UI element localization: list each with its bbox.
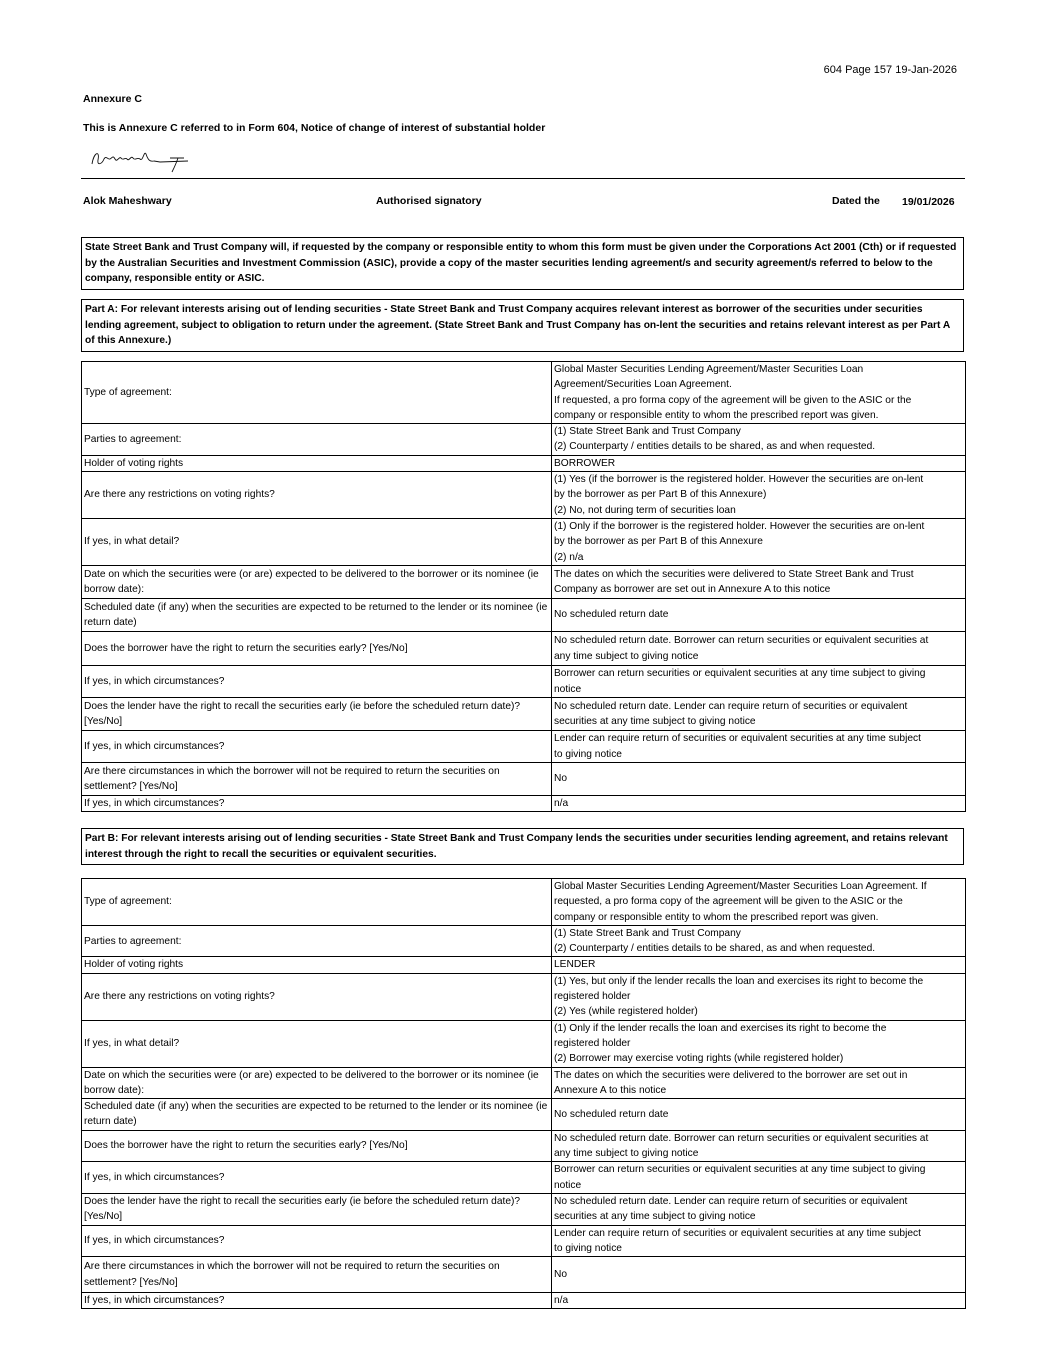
asic-notice: State Street Bank and Trust Company will, if requested by the company or responsible entity to whom this form must be given under the Corporations Act 2001 (Cth) or if requested by the Australian Securities and Investment Commission (ASIC), provide a copy of the master securities lending agreement/s and security agreement/s referred to below to the company, responsible entity or ASIC. <box>81 237 964 290</box>
question-cell: Does the borrower have the right to return the securities early? [Yes/No] <box>82 632 552 666</box>
question-cell: Are there any restrictions on voting rights? <box>82 472 552 519</box>
table-row <box>82 519 966 566</box>
answer-line: No scheduled return date. Borrower can return securities or equivalent securities at <box>554 635 929 647</box>
answer-cell <box>552 763 966 796</box>
answer-line: notice <box>554 1179 582 1191</box>
table-row <box>82 1162 966 1194</box>
answer-cell <box>552 796 966 812</box>
answer-line: (2) n/a <box>554 551 584 563</box>
answer-line: No scheduled return date. Lender can require return of securities or equivalent <box>554 1195 908 1207</box>
table-row <box>82 1020 966 1067</box>
answer-line: registered holder <box>554 1037 631 1049</box>
answer-cell <box>552 666 966 698</box>
answer-cell <box>552 1130 966 1162</box>
answer-line: Lender can require return of securities or equivalent securities at any time subject <box>554 1227 921 1239</box>
table-row <box>82 666 966 698</box>
question-cell: Type of agreement: <box>82 362 552 424</box>
answer-line: No <box>554 773 568 785</box>
question-cell: Date on which the securities were (or are) expected to be delivered to the borrower or its nominee (ie borrow date): <box>82 1067 552 1099</box>
answer-line: notice <box>554 683 582 695</box>
question-cell: Scheduled date (if any) when the securities are expected to be returned to the lender or its nominee (ie return date) <box>82 1099 552 1131</box>
question-cell: If yes, in what detail? <box>82 1020 552 1067</box>
answer-line: LENDER <box>554 959 596 971</box>
question-cell: Are there circumstances in which the borrower will not be required to return the securities on settlement? [Yes/No] <box>82 1257 552 1293</box>
answer-cell <box>552 957 966 973</box>
question-cell: Are there circumstances in which the borrower will not be required to return the securities on settlement? [Yes/No] <box>82 763 552 796</box>
question-cell: Holder of voting rights <box>82 455 552 471</box>
answer-cell <box>552 472 966 519</box>
answer-cell <box>552 731 966 763</box>
answer-cell <box>552 1162 966 1194</box>
signatory-name: Alok Maheshwary <box>83 195 172 207</box>
table-row <box>82 472 966 519</box>
answer-line: If requested, a pro forma copy of the agreement will be given to the ASIC or the <box>554 394 912 406</box>
answer-cell <box>552 698 966 731</box>
signature-date: 19/01/2026 <box>902 196 955 208</box>
answer-cell <box>552 1099 966 1131</box>
answer-cell <box>552 566 966 599</box>
question-cell: If yes, in which circumstances? <box>82 666 552 698</box>
part-a-table <box>81 361 966 812</box>
question-cell: Holder of voting rights <box>82 957 552 973</box>
table-row <box>82 1293 966 1309</box>
table-row <box>82 599 966 632</box>
table-row <box>82 1257 966 1293</box>
answer-line: any time subject to giving notice <box>554 650 699 662</box>
table-row <box>82 731 966 763</box>
answer-cell <box>552 1257 966 1293</box>
table-row <box>82 1193 966 1225</box>
answer-line: No scheduled return date. Borrower can return securities or equivalent securities at <box>554 1132 929 1144</box>
answer-cell <box>552 925 966 957</box>
table-row <box>82 698 966 731</box>
answer-line: No scheduled return date <box>554 1108 669 1120</box>
answer-line: (2) Counterparty / entities details to be shared, as and when requested. <box>554 441 876 453</box>
answer-line: The dates on which the securities were delivered to State Street Bank and Trust <box>554 568 914 580</box>
annexure-title: Annexure C <box>83 93 142 105</box>
answer-line: (2) Counterparty / entities details to be shared, as and when requested. <box>554 943 876 955</box>
answer-line: to giving notice <box>554 1242 622 1254</box>
answer-line: (1) Only if the borrower is the registered holder. However the securities are on-lent <box>554 521 925 533</box>
answer-line: Agreement/Securities Loan Agreement. <box>554 379 732 391</box>
answer-cell <box>552 455 966 471</box>
table-row <box>82 796 966 812</box>
answer-line: by the borrower as per Part B of this Annexure) <box>554 489 767 501</box>
question-cell: If yes, in which circumstances? <box>82 731 552 763</box>
question-cell: Parties to agreement: <box>82 925 552 957</box>
question-cell: If yes, in which circumstances? <box>82 1225 552 1257</box>
answer-line: No scheduled return date. Lender can require return of securities or equivalent <box>554 700 908 712</box>
answer-line: No scheduled return date <box>554 609 669 621</box>
signature-image <box>88 146 193 174</box>
answer-cell <box>552 632 966 666</box>
table-row <box>82 925 966 957</box>
question-cell: Are there any restrictions on voting rights? <box>82 973 552 1020</box>
answer-cell <box>552 519 966 566</box>
answer-line: No <box>554 1268 568 1280</box>
signatory-role: Authorised signatory <box>376 195 482 207</box>
question-cell: Does the lender have the right to recall the securities early (ie before the scheduled return date)? [Yes/No] <box>82 698 552 731</box>
answer-cell <box>552 1193 966 1225</box>
answer-line: Annexure A to this notice <box>554 1084 667 1096</box>
question-cell: Scheduled date (if any) when the securities are expected to be returned to the lender or its nominee (ie return date) <box>82 599 552 632</box>
answer-line: by the borrower as per Part B of this Annexure <box>554 536 763 548</box>
answer-line: Company as borrower are set out in Annexure A to this notice <box>554 584 831 596</box>
question-cell: If yes, in what detail? <box>82 519 552 566</box>
table-row <box>82 1225 966 1257</box>
answer-line: registered holder <box>554 991 631 1003</box>
answer-line: Lender can require return of securities or equivalent securities at any time subject <box>554 733 921 745</box>
answer-line: BORROWER <box>554 457 616 469</box>
answer-line: to giving notice <box>554 748 622 760</box>
table-row <box>82 632 966 666</box>
answer-cell <box>552 424 966 456</box>
table-row <box>82 879 966 926</box>
answer-cell <box>552 1225 966 1257</box>
table-row <box>82 455 966 471</box>
part-a-title: Part A: For relevant interests arising out of lending securities - State Street Bank and Trust Company acquires relevant interest as borrower of the securities under securities lending agreement, subject to obligation to return under the agreement. (State Street Bank and Trust Company has on-lent the securities and retains relevant interest as per Part A of this Annexure.) <box>81 299 964 352</box>
answer-line: n/a <box>554 798 569 810</box>
answer-line: (2) No, not during term of securities loan <box>554 504 736 516</box>
question-cell: Type of agreement: <box>82 879 552 926</box>
table-row <box>82 763 966 796</box>
answer-line: Global Master Securities Lending Agreement/Master Securities Loan <box>554 364 864 375</box>
question-cell: If yes, in which circumstances? <box>82 1162 552 1194</box>
answer-line: n/a <box>554 1295 569 1307</box>
table-row <box>82 1099 966 1131</box>
answer-line: (1) Only if the lender recalls the loan and exercises its right to become the <box>554 1022 887 1034</box>
table-row <box>82 424 966 456</box>
table-row <box>82 566 966 599</box>
answer-cell <box>552 973 966 1020</box>
answer-cell <box>552 1020 966 1067</box>
question-cell: Does the borrower have the right to return the securities early? [Yes/No] <box>82 1130 552 1162</box>
part-b-table <box>81 878 966 1309</box>
answer-line: securities at any time subject to giving notice <box>554 716 756 728</box>
answer-line: company or responsible entity to whom the prescribed report was given. <box>554 409 879 421</box>
signature-rule <box>81 178 965 179</box>
question-cell: If yes, in which circumstances? <box>82 796 552 812</box>
answer-line: The dates on which the securities were delivered to the borrower are set out in <box>554 1069 908 1081</box>
answer-line: any time subject to giving notice <box>554 1148 699 1160</box>
table-row <box>82 973 966 1020</box>
answer-line: (2) Borrower may exercise voting rights (while registered holder) <box>554 1053 844 1065</box>
answer-line: securities at any time subject to giving notice <box>554 1211 756 1223</box>
answer-cell <box>552 599 966 632</box>
table-row <box>82 957 966 973</box>
answer-cell <box>552 879 966 926</box>
answer-cell <box>552 1293 966 1309</box>
answer-line: (1) State Street Bank and Trust Company <box>554 426 741 438</box>
dated-label: Dated the <box>832 195 880 207</box>
table-row <box>82 362 966 424</box>
page-reference: 604 Page 157 19-Jan-2026 <box>823 64 957 76</box>
answer-line: Borrower can return securities or equivalent securities at any time subject to giving <box>554 668 926 680</box>
answer-line: requested, a pro forma copy of the agreement will be given to the ASIC or the <box>554 896 903 908</box>
table-row <box>82 1067 966 1099</box>
answer-cell <box>552 1067 966 1099</box>
answer-line: company or responsible entity to whom the prescribed report was given. <box>554 911 879 923</box>
annexure-intro: This is Annexure C referred to in Form 604, Notice of change of interest of substantial holder <box>83 122 546 134</box>
part-b-title: Part B: For relevant interests arising out of lending securities - State Street Bank and Trust Company lends the securities under securities lending agreement, and retains relevant interest through the right to recall the securities or equivalent securities. <box>81 828 964 865</box>
question-cell: If yes, in which circumstances? <box>82 1293 552 1309</box>
answer-line: (2) Yes (while registered holder) <box>554 1006 698 1018</box>
answer-cell <box>552 362 966 424</box>
answer-line: Borrower can return securities or equivalent securities at any time subject to giving <box>554 1164 926 1176</box>
answer-line: Global Master Securities Lending Agreement/Master Securities Loan Agreement. If <box>554 881 927 892</box>
table-row <box>82 1130 966 1162</box>
answer-line: (1) Yes, but only if the lender recalls the loan and exercises its right to become the <box>554 975 924 987</box>
question-cell: Does the lender have the right to recall the securities early (ie before the scheduled return date)? [Yes/No] <box>82 1193 552 1225</box>
question-cell: Date on which the securities were (or are) expected to be delivered to the borrower or its nominee (ie borrow date): <box>82 566 552 599</box>
answer-line: (1) Yes (if the borrower is the registered holder. However the securities are on-lent <box>554 474 924 486</box>
question-cell: Parties to agreement: <box>82 424 552 456</box>
answer-line: (1) State Street Bank and Trust Company <box>554 927 741 939</box>
